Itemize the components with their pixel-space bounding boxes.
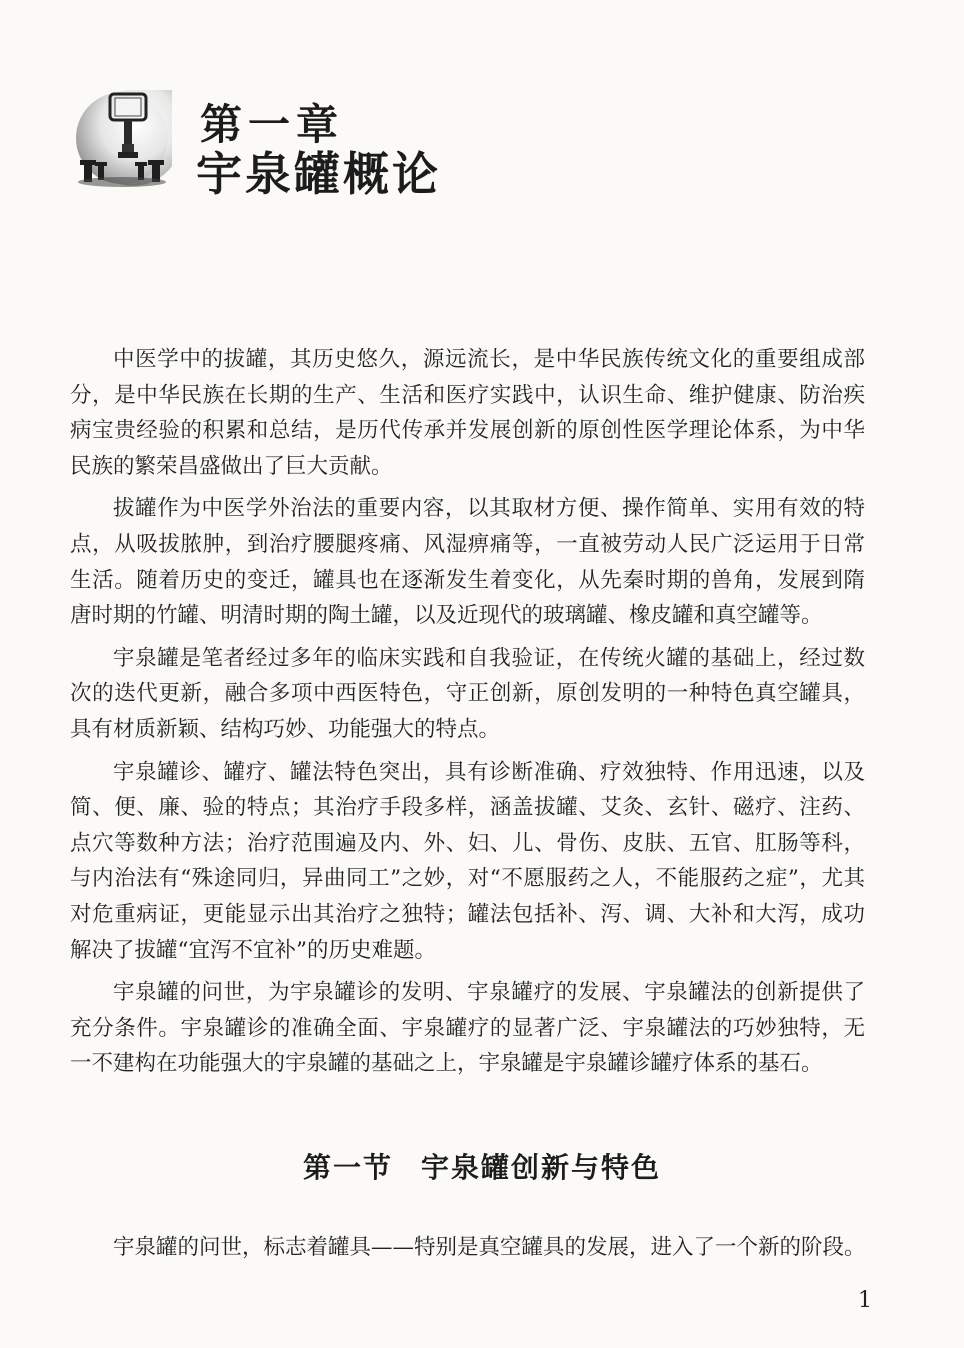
paragraph-4: 宇泉罐诊、罐疗、罐法特色突出，具有诊断准确、疗效独特、作用迅速，以及简、便、廉、验的特点；其治疗手段多样，涵盖拔罐、艾灸、玄针、磁疗、注药、点穴等数种方法；治疗范围遍及内、外、妇、儿、骨伤、皮肤、五官、肛肠等科，与内治法有“殊途同归，异曲同工”之妙，对“不愿服药之人，不能服药之症”，尤其对危重病证，更能显示出其治疗之独特；罐法包括补、泻、调、大补和大泻，成功解决了拔罐“宜泻不宜补”的历史难题。 bbox=[70, 759, 865, 963]
section-paragraph: 宇泉罐的问世，标志着罐具——特别是真空罐具的发展，进入了一个新的阶段。 bbox=[113, 1235, 866, 1260]
section-number: 第一节 bbox=[302, 1151, 393, 1184]
paragraph-5: 宇泉罐的问世，为宇泉罐诊的发明、宇泉罐疗的发展、宇泉罐法的创新提供了充分条件。宇泉罐诊的准确全面、宇泉罐疗的显著广泛、宇泉罐法的巧妙独特，无一不建构在功能强大的宇泉罐的基础之上，宇泉罐是宇泉罐诊罐疗体系的基石。 bbox=[70, 980, 865, 1077]
chapter-intro-body bbox=[70, 342, 865, 1089]
section-title: 宇泉罐创新与特色 bbox=[421, 1151, 662, 1184]
paragraph-3: 宇泉罐是笔者经过多年的临床实践和自我验证，在传统火罐的基础上，经过数次的迭代更新，融合多项中西医特色，守正创新，原创发明的一种特色真空罐具，具有材质新颖、结构巧妙、功能强大的特点。 bbox=[70, 645, 865, 742]
paragraph-1: 中医学中的拔罐，其历史悠久，源远流长，是中华民族传统文化的重要组成部分，是中华民族在长期的生产、生活和医疗实践中，认识生命、维护健康、防治疾病宝贵经验的积累和总结，是历代传承并发展创新的原创性医学理论体系，为中华民族的繁荣昌盛做出了巨大贡献。 bbox=[70, 347, 865, 479]
cupping-device-logo-icon bbox=[72, 86, 182, 196]
chapter-title: 宇泉罐概论 bbox=[196, 147, 441, 201]
page-number: 1 bbox=[858, 1288, 872, 1313]
section-heading bbox=[0, 1146, 964, 1186]
paragraph-2: 拔罐作为中医学外治法的重要内容，以其取材方便、操作简单、实用有效的特点，从吸拔脓肿，到治疗腰腿疼痛、风湿痹痛等，一直被劳动人民广泛运用于日常生活。随着历史的变迁，罐具也在逐渐发生着变化，从先秦时期的兽角，发展到隋唐时期的竹罐、明清时期的陶土罐，以及近现代的玻璃罐、橡皮罐和真空罐等。 bbox=[70, 496, 865, 629]
chapter-number: 第一章 bbox=[200, 100, 345, 149]
